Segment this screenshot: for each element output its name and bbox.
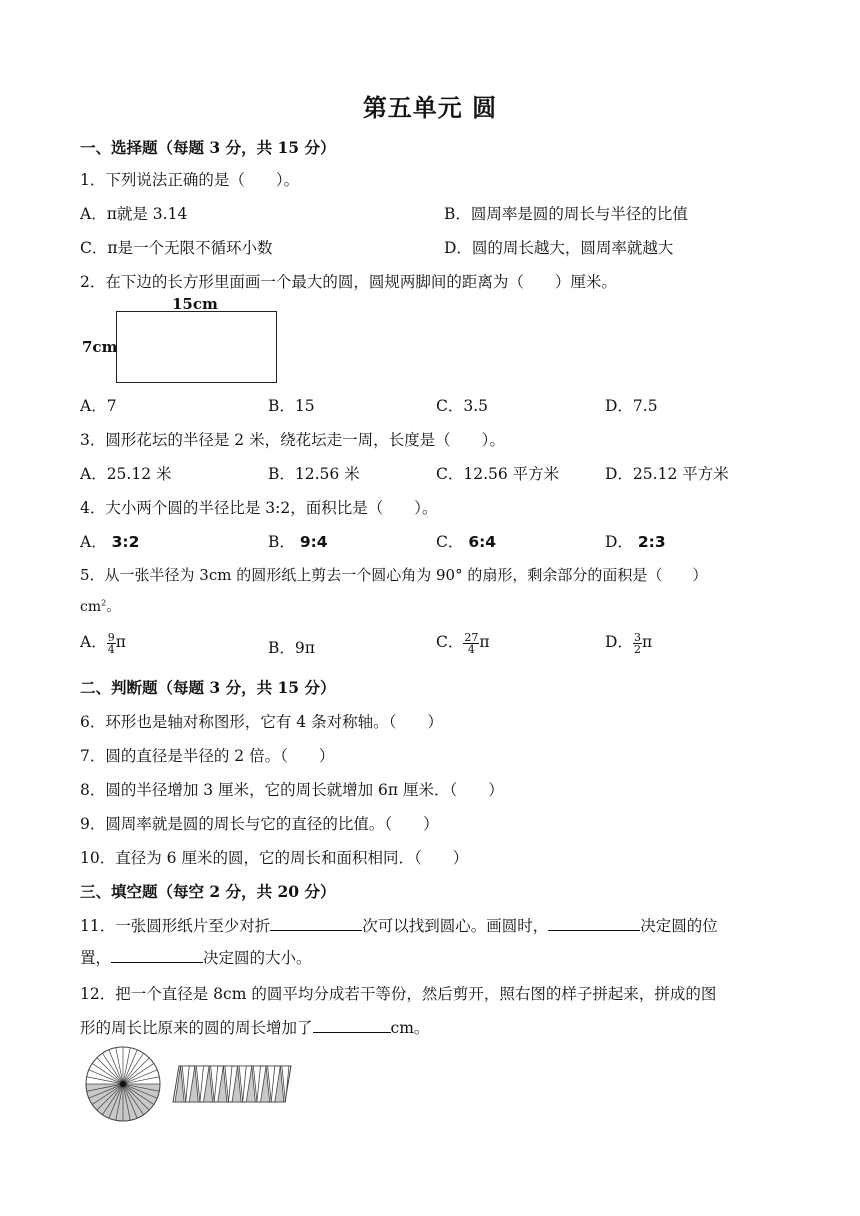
- rectangle-width-label: 15cm: [172, 295, 218, 313]
- question-4-option-a: [80, 530, 139, 552]
- question-1-option-c: C．π是一个无限不循环小数: [80, 239, 273, 257]
- question-5-stem: 5．从一张半径为 3cm 的圆形纸上剪去一个圆心角为 90° 的扇形，剩余部分的面积是（ ）: [80, 566, 708, 584]
- question-11-line-1: 11．一张圆形纸片至少对折 次可以找到圆心。画圆时， 决定圆的位: [80, 914, 718, 936]
- question-5-option-b: B．9π: [268, 639, 315, 657]
- fraction: $\frac{27}{4}$: [464, 630, 479, 656]
- rectangle-figure: [116, 311, 277, 383]
- option-letter: A．: [80, 533, 107, 551]
- question-4-stem: 4．大小两个圆的半径比是 3:2，面积比是（ ）。: [80, 499, 438, 517]
- option-value: 9:4: [299, 533, 328, 551]
- question-3-stem: 3．圆形花坛的半径是 2 米，绕花坛走一周，长度是（ ）。: [80, 431, 505, 449]
- option-letter: B．: [268, 533, 295, 551]
- answer-blank[interactable]: [111, 946, 203, 963]
- question-3-option-d: D．25.12 平方米: [605, 465, 729, 483]
- circle-sector-line: [97, 1058, 123, 1084]
- question-2-option-c: C．3.5: [436, 397, 489, 415]
- question-5-option-d: D． $\frac{3}{2}$ π: [605, 630, 653, 656]
- question-2-option-b: B．15: [268, 397, 315, 415]
- question-2-option-d: D．7.5: [605, 397, 658, 415]
- question-12-line-2: 形的周长比原来的圆的周长增加了 cm。: [80, 1016, 429, 1038]
- question-4-option-b: [268, 530, 328, 552]
- question-6: 6．环形也是轴对称图形，它有 4 条对称轴。（ ）: [80, 713, 443, 731]
- question-5-unit: $cm^2$。: [80, 598, 121, 615]
- question-1-option-a: A．π就是 3.14: [80, 205, 188, 223]
- question-4-option-c: [436, 530, 496, 552]
- question-3-option-c: C．12.56 平方米: [436, 465, 560, 483]
- answer-blank[interactable]: [313, 1016, 391, 1033]
- option-letter: C．: [436, 533, 464, 551]
- question-5-option-c: C． $\frac{27}{4}$ π: [436, 630, 490, 656]
- question-9: 9．圆周率就是圆的周长与它的直径的比值。（ ）: [80, 815, 439, 833]
- section-heading-fill: 三、填空题（每空 2 分，共 20 分）: [80, 882, 336, 901]
- answer-blank[interactable]: [270, 914, 362, 931]
- question-2-option-a: A．7: [80, 397, 117, 415]
- question-12-line-1: 12．把一个直径是 8cm 的圆平均分成若干等份，然后剪开，照右图的样子拼起来，拼成的图: [80, 985, 717, 1003]
- page-title: 第五单元 圆: [362, 93, 498, 122]
- question-11-line-2: 置， 决定圆的大小。: [80, 946, 312, 968]
- section-heading-choice: 一、选择题（每题 3 分，共 15 分）: [80, 138, 336, 157]
- question-2-stem: 2．在下边的长方形里面画一个最大的圆，圆规两脚间的距离为（ ）厘米。: [80, 273, 617, 291]
- question-8: 8．圆的半径增加 3 厘米，它的周长就增加 6π 厘米．（ ）: [80, 781, 504, 799]
- question-1-option-d: D．圆的周长越大，圆周率就越大: [444, 239, 674, 257]
- option-value: 6:4: [468, 533, 497, 551]
- rectangle-height-label: 7cm: [82, 338, 118, 356]
- circle-sector-line: [123, 1058, 149, 1084]
- option-letter: D．: [605, 533, 633, 551]
- question-3-option-b: B．12.56 米: [268, 465, 360, 483]
- question-1-stem: 1．下列说法正确的是（ ）。: [80, 171, 300, 189]
- rearranged-parallelogram-figure: [171, 1064, 293, 1106]
- fraction: $\frac{9}{4}$: [107, 630, 115, 656]
- question-4-option-d: [605, 530, 666, 552]
- option-value: 2:3: [637, 533, 666, 551]
- answer-blank[interactable]: [548, 914, 640, 931]
- fraction: $\frac{3}{2}$: [633, 630, 641, 656]
- option-value: 3:2: [111, 533, 140, 551]
- question-7: 7．圆的直径是半径的 2 倍。（ ）: [80, 747, 335, 765]
- divided-circle-figure: [84, 1046, 164, 1122]
- question-3-option-a: A．25.12 米: [80, 465, 172, 483]
- section-heading-judge: 二、判断题（每题 3 分，共 15 分）: [80, 678, 336, 697]
- question-1-option-b: B．圆周率是圆的周长与半径的比值: [444, 205, 688, 223]
- question-10: 10．直径为 6 厘米的圆，它的周长和面积相同．（ ）: [80, 849, 469, 867]
- question-5-option-a: A． $\frac{9}{4}$ π: [80, 630, 126, 656]
